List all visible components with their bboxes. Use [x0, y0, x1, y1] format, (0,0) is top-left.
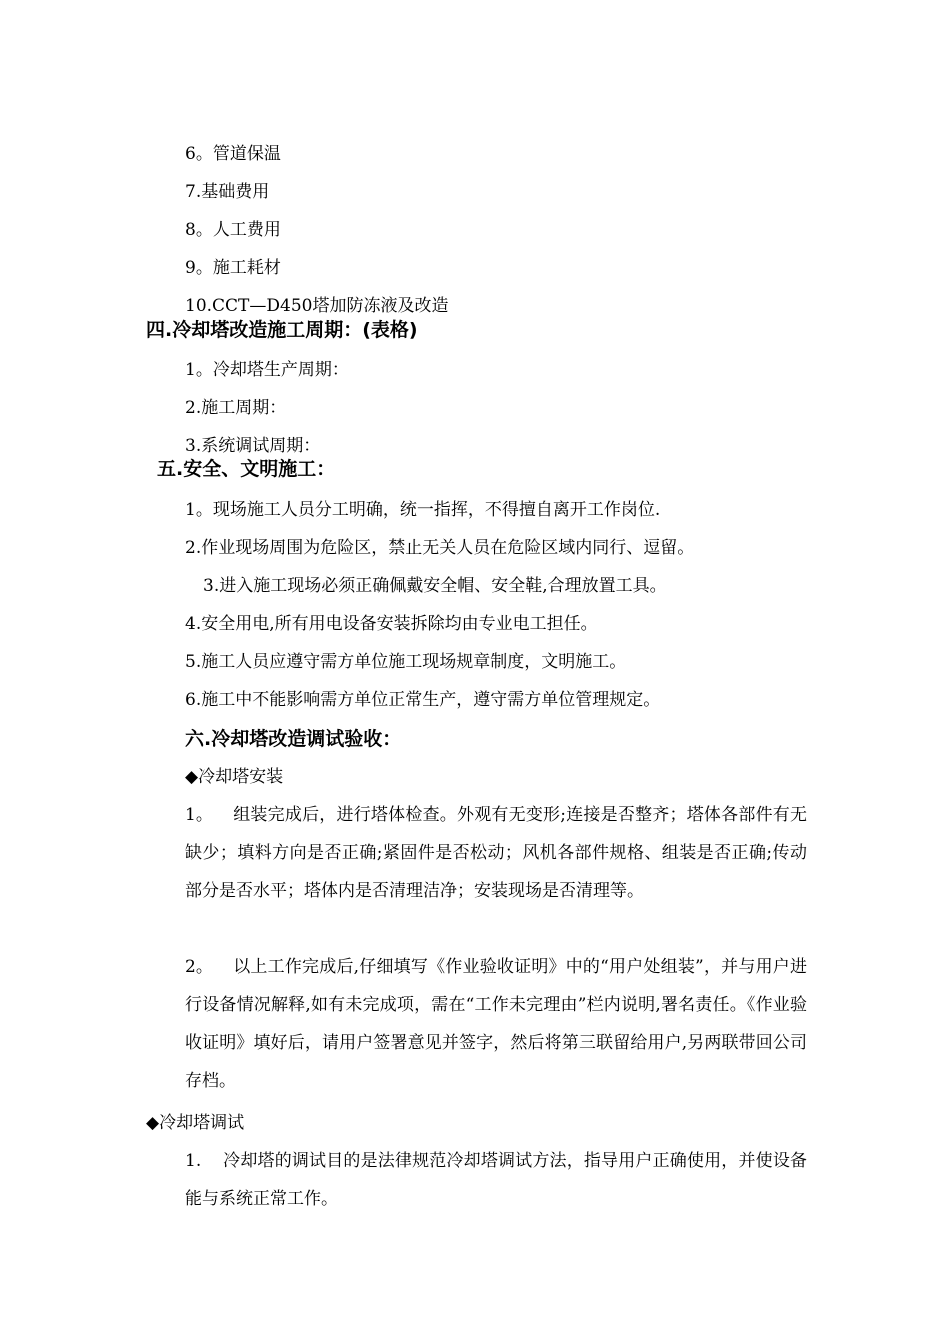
- install-paragraph-2-text: 以上工作完成后,仔细填写《作业验收证明》中的“用户处组装”，并与用户进行设备情况解释,如有未完成项，需在“工作未完理由”栏内说明,署名责任。《作业验收证明》填好后，请用户签署意见并签字，然后将第三联留给用户,另两联带回公司存档。: [185, 957, 807, 1091]
- list-item-7: 7.基础费用: [185, 182, 270, 202]
- install-paragraph-1-text: 组装完成后，进行塔体检查。外观有无变形;连接是否整齐；塔体各部件有无缺少；填料方向是否正确;紧固件是否松动；风机各部件规格、组装是否正确;传动部分是否水平；塔体内是否清理洁净；安装现场是否清理等。: [185, 805, 807, 901]
- list-item-9: 9。施工耗材: [185, 258, 281, 278]
- section-heading-6: 六.冷却塔改造调试验收：: [185, 728, 402, 750]
- debug-paragraph-1: [185, 1142, 807, 1218]
- install-paragraph-2: [185, 948, 807, 1100]
- debug-paragraph-1-number: 1.: [185, 1151, 202, 1171]
- section5-item-4: 4.安全用电,所有用电设备安装拆除均由专业电工担任。: [185, 614, 598, 634]
- list-item-8: 8。人工费用: [185, 220, 281, 240]
- section-heading-5: 五.安全、文明施工：: [157, 458, 336, 480]
- section5-item-2: 2.作业现场周围为危险区，禁止无关人员在危险区域内同行、逗留。: [185, 538, 695, 558]
- section-heading-4: 四.冷却塔改造施工周期：(表格): [146, 319, 418, 341]
- section5-item-3: 3.进入施工现场必须正确佩戴安全帽、安全鞋,合理放置工具。: [203, 576, 667, 596]
- list-item-6: 6。管道保温: [185, 144, 281, 164]
- section5-item-5: 5.施工人员应遵守需方单位施工现场规章制度，文明施工。: [185, 652, 627, 672]
- install-paragraph-1-number: 1。: [185, 805, 213, 825]
- install-subtitle: ◆冷却塔安装: [185, 767, 284, 787]
- section5-item-6: 6.施工中不能影响需方单位正常生产，遵守需方单位管理规定。: [185, 690, 661, 710]
- section4-item-3: 3.系统调试周期：: [185, 436, 321, 456]
- section5-item-1: 1。现场施工人员分工明确，统一指挥，不得擅自离开工作岗位.: [185, 500, 661, 520]
- install-paragraph-1: [185, 796, 807, 910]
- section4-item-2: 2.施工周期：: [185, 398, 287, 418]
- section4-item-1: 1。冷却塔生产周期：: [185, 360, 349, 380]
- list-item-10: 10.CCT—D450塔加防冻液及改造: [185, 296, 449, 316]
- debug-paragraph-1-text: 冷却塔的调试目的是法律规范冷却塔调试方法，指导用户正确使用，并使设备能与系统正常工作。: [185, 1151, 807, 1209]
- debug-subtitle: ◆冷却塔调试: [146, 1113, 245, 1133]
- install-paragraph-2-number: 2。: [185, 957, 213, 977]
